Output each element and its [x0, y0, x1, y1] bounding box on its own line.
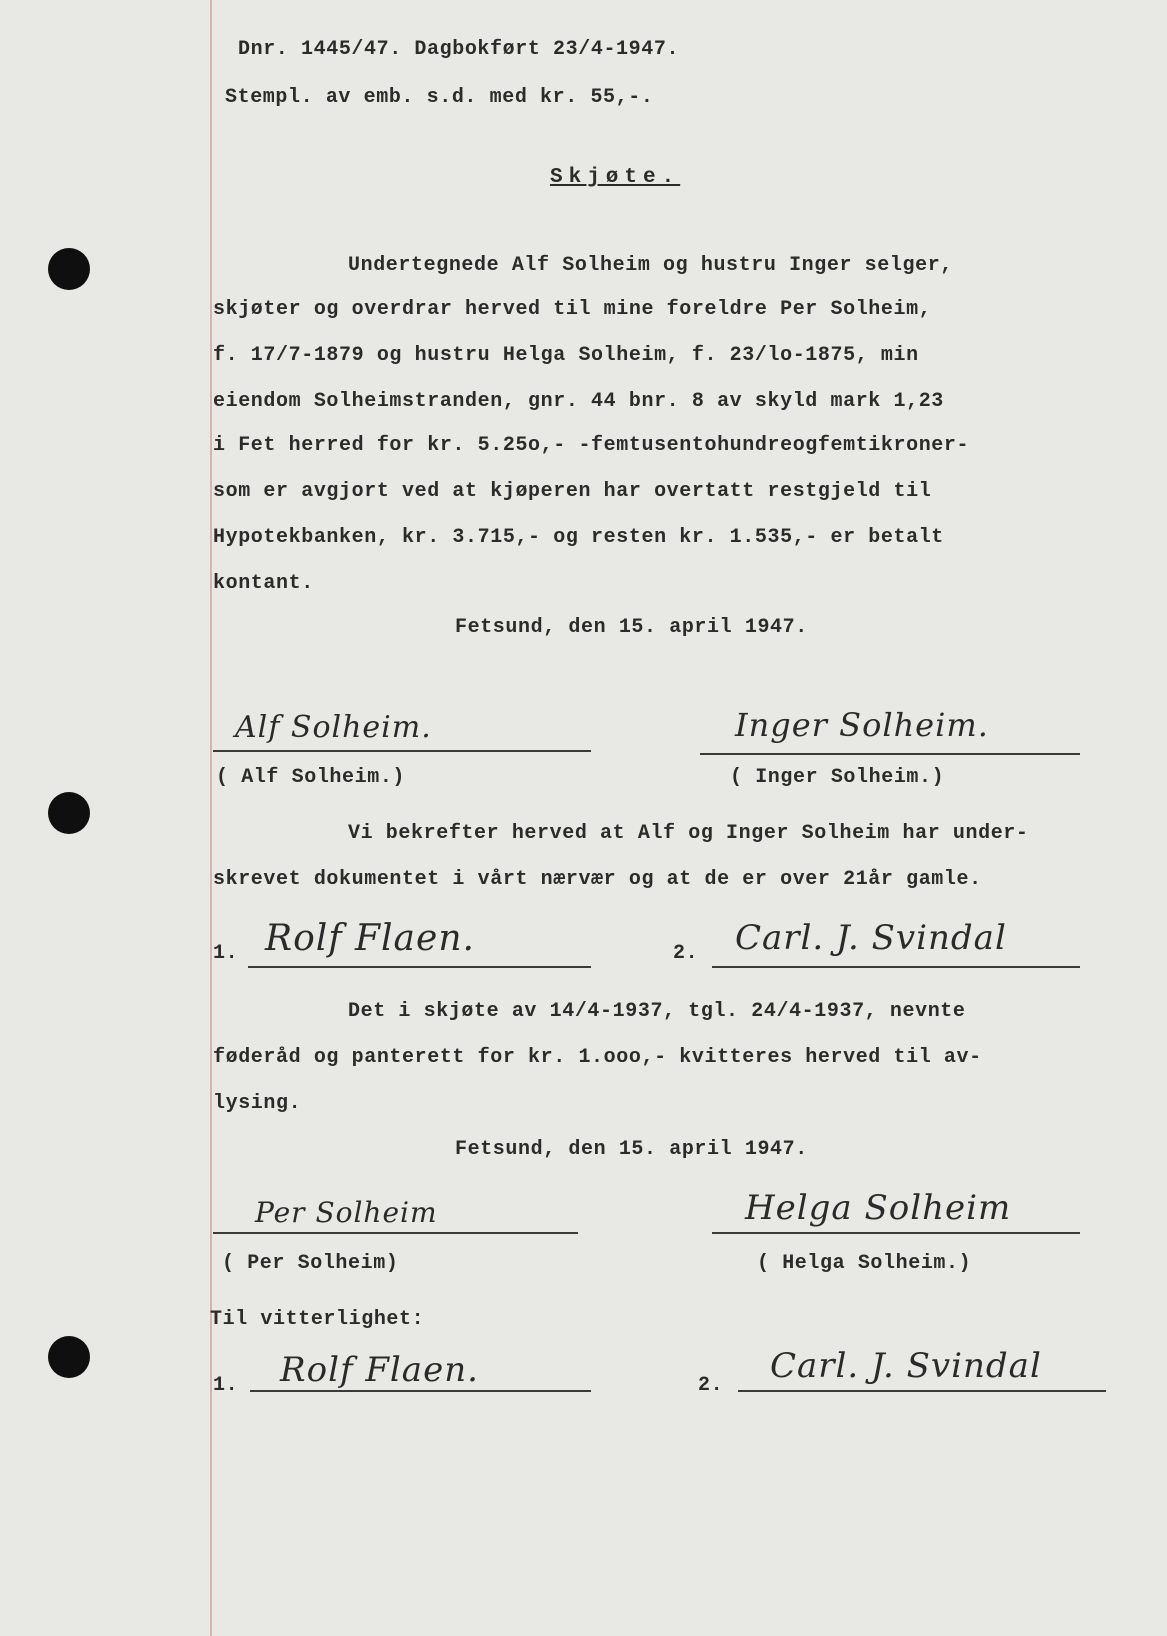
witness-number: 1.: [213, 1374, 239, 1397]
body-line: f. 17/7-1879 og hustru Helga Solheim, f. 23/lo-1875, min: [213, 344, 919, 367]
signature-inger: Inger Solheim.: [735, 706, 989, 744]
punch-hole-top: [48, 248, 90, 290]
margin-line: [210, 0, 212, 1636]
signature-line: [213, 1232, 578, 1234]
signature-rolf: Rolf Flaen.: [280, 1350, 479, 1390]
signature-per: Per Solheim: [255, 1196, 438, 1229]
signature-rolf: Rolf Flaen.: [265, 918, 475, 959]
signature-helga: Helga Solheim: [745, 1188, 1012, 1228]
release-line: føderåd og panterett for kr. 1.ooo,- kvitteres herved til av-: [213, 1046, 982, 1069]
signature-alf: Alf Solheim.: [235, 710, 432, 745]
document-title: Skjøte.: [550, 166, 681, 189]
release-line: lysing.: [213, 1092, 302, 1115]
body-line: Hypotekbanken, kr. 3.715,- og resten kr. 1.535,- er betalt: [213, 526, 944, 549]
name-per: ( Per Solheim): [222, 1252, 399, 1275]
signature-line: [213, 750, 591, 752]
name-alf: ( Alf Solheim.): [216, 766, 406, 789]
body-line: skjøter og overdrar herved til mine foreldre Per Solheim,: [213, 298, 932, 321]
body-line: eiendom Solheimstranden, gnr. 44 bnr. 8 av skyld mark 1,23: [213, 390, 944, 413]
header-line-2: Stempl. av emb. s.d. med kr. 55,-.: [225, 86, 654, 109]
signature-line: [250, 1390, 591, 1392]
signature-line: [700, 753, 1080, 755]
body-line: som er avgjort ved at kjøperen har overtatt restgjeld til: [213, 480, 932, 503]
body-line: i Fet herred for kr. 5.25o,- -femtusentohundreogfemtikroner-: [213, 434, 970, 457]
place-date: Fetsund, den 15. april 1947.: [455, 616, 808, 639]
body-line: kontant.: [213, 572, 314, 595]
punch-hole-bottom: [48, 1336, 90, 1378]
witness-number: 2.: [673, 942, 699, 965]
name-helga: ( Helga Solheim.): [757, 1252, 972, 1275]
body-line: Undertegnede Alf Solheim og hustru Inger selger,: [348, 254, 953, 277]
signature-carl: Carl. J. Svindal: [770, 1346, 1042, 1386]
witness-statement-line: Vi bekrefter herved at Alf og Inger Solheim har under-: [348, 822, 1029, 845]
signature-carl: Carl. J. Svindal: [735, 918, 1007, 958]
witness-number: 1.: [213, 942, 239, 965]
punch-hole-middle: [48, 792, 90, 834]
witness-number: 2.: [698, 1374, 724, 1397]
place-date: Fetsund, den 15. april 1947.: [455, 1138, 808, 1161]
signature-line: [248, 966, 591, 968]
til-vitterlighet: Til vitterlighet:: [210, 1308, 425, 1331]
name-inger: ( Inger Solheim.): [730, 766, 945, 789]
release-line: Det i skjøte av 14/4-1937, tgl. 24/4-1937, nevnte: [348, 1000, 966, 1023]
witness-statement-line: skrevet dokumentet i vårt nærvær og at de er over 21år gamle.: [213, 868, 982, 891]
header-line-1: Dnr. 1445/47. Dagbokført 23/4-1947.: [238, 38, 680, 61]
signature-line: [712, 966, 1080, 968]
signature-line: [712, 1232, 1080, 1234]
signature-line: [738, 1390, 1106, 1392]
